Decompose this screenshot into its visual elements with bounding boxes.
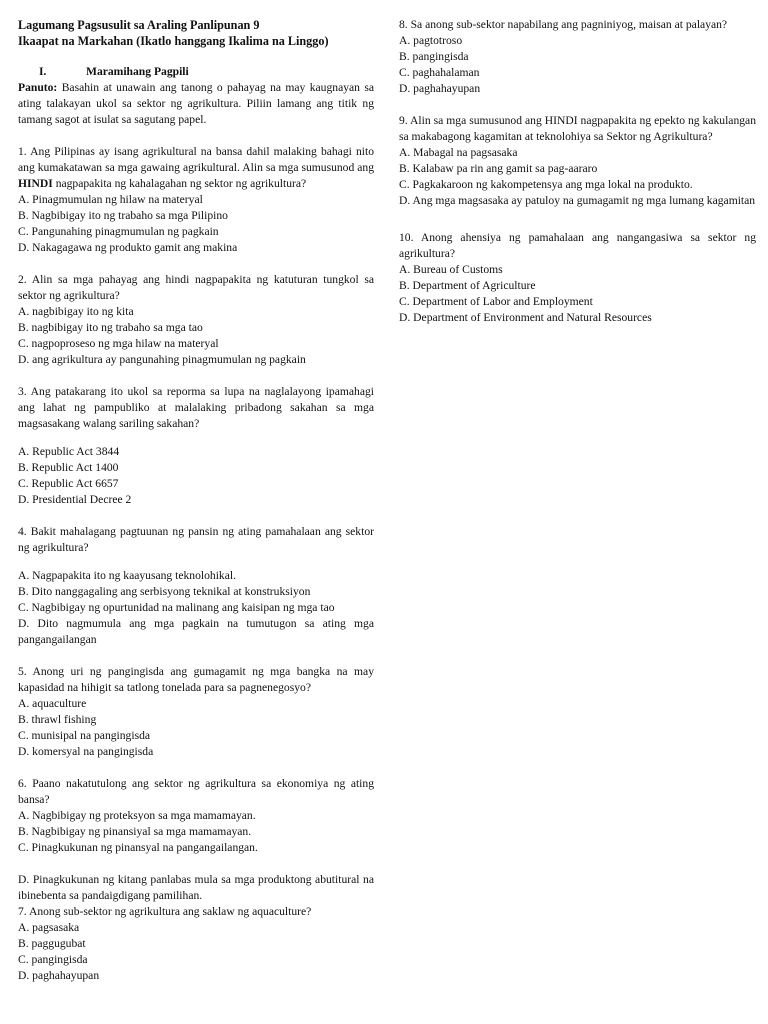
question-text: 2. Alin sa mga pahayag ang hindi nagpapakita ng katuturan tungkol sa sektor ng agrikultura? [18, 273, 374, 302]
section-number: I. [39, 65, 47, 78]
option-c: C. munisipal na pangingisda [18, 729, 151, 742]
option-a: A. Nagpapakita ito ng kaayusang teknolohikal. [18, 569, 236, 582]
question-5 [18, 664, 374, 760]
option-d: D. Department of Environment and Natural Resources [399, 311, 652, 324]
question-text: 9. Alin sa mga sumusunod ang HINDI nagpapakita ng epekto ng kakulangan sa makabagong kagamitan at teknolohiya sa Sektor ng Agrikultura? [399, 114, 756, 143]
option-b: B. thrawl fishing [18, 713, 97, 726]
instructions-label: Panuto: [18, 81, 58, 94]
option-a: A. pagtotroso [399, 34, 463, 47]
section-title: Maramihang Pagpili [86, 65, 189, 78]
instructions [18, 80, 374, 128]
question-text: 8. Sa anong sub-sektor napabilang ang pagniniyog, maisan at palayan? [399, 18, 728, 31]
option-d: D. paghahayupan [399, 82, 481, 95]
section-heading [18, 64, 374, 80]
option-c: C. Republic Act 6657 [18, 477, 119, 490]
question-text: 6. Paano nakatutulong ang sektor ng agrikultura sa ekonomiya ng ating bansa? [18, 777, 374, 806]
option-c: C. Pinagkukunan ng pinansyal na pangangailangan. [18, 841, 258, 854]
option-d: D. Pinagkukunan ng kitang panlabas mula sa mga produktong abutitural na ibinebenta sa pandaigdigang pamilihan. [18, 873, 374, 902]
option-c: C. Pangunahing pinagmumulan ng pagkain [18, 225, 219, 238]
question-4 [18, 524, 374, 648]
option-d: D. Ang mga magsasaka ay patuloy na gumagamit ng mga lumang kagamitan [399, 194, 756, 207]
question-text: 5. Anong uri ng pangingisda ang gumagamit ng mga bangka na may kapasidad na hihigit sa tatlong tonelada para sa pagnenegosyo? [18, 665, 374, 694]
option-b: B. paggugubat [18, 937, 86, 950]
option-c: C. pangingisda [18, 953, 88, 966]
option-c: C. Department of Labor and Employment [399, 295, 593, 308]
option-d: D. ang agrikultura ay pangunahing pinagmumulan ng pagkain [18, 353, 306, 366]
question-text-part: nagpapakita ng kahalagahan ng sektor ng agrikultura? [52, 177, 307, 190]
option-a: A. aquaculture [18, 697, 87, 710]
document-subtitle: Ikaapat na Markahan (Ikatlo hanggang Ikalima na Linggo) [18, 34, 329, 48]
option-a: A. nagbibigay ito ng kita [18, 305, 134, 318]
option-b: B. Dito nanggagaling ang serbisyong teknikal at konstruksiyon [18, 585, 311, 598]
right-column [399, 17, 756, 326]
option-a: A. Republic Act 3844 [18, 445, 120, 458]
document-title: Lagumang Pagsusulit sa Araling Panlipunan 9 [18, 18, 260, 32]
question-7 [18, 904, 374, 984]
option-b: B. Nagbibigay ng pinansiyal sa mga mamamayan. [18, 825, 252, 838]
instructions-text: Basahin at unawain ang tanong o pahayag na may kaugnayan sa ating talakayan ukol sa sektor ng agrikultura. Piliin lamang ang titik ng tamang sagot at isulat sa sagutang papel. [18, 81, 374, 126]
question-text-part: 1. Ang Pilipinas ay isang agrikultural na bansa dahil malaking bahagi nito ang kumakatawan sa mga gawaing agrikultural. Alin sa mga sumusunod ang [18, 145, 374, 174]
option-b: B. Kalabaw pa rin ang gamit sa pag-aararo [399, 162, 598, 175]
option-c: C. nagpoproseso ng mga hilaw na materyal [18, 337, 219, 350]
option-a: A. Bureau of Customs [399, 263, 503, 276]
question-8 [399, 17, 756, 97]
option-c: C. Nagbibigay ng opurtunidad na malinang ang kaisipan ng mga tao [18, 601, 335, 614]
question-text: 4. Bakit mahalagang pagtuunan ng pansin ng ating pamahalaan ang sektor ng agrikultura? [18, 525, 374, 554]
question-emphasis: HINDI [18, 177, 53, 190]
option-c: C. paghahalaman [399, 66, 480, 79]
option-a: A. Mabagal na pagsasaka [399, 146, 518, 159]
question-1 [18, 144, 374, 256]
option-d: D. Presidential Decree 2 [18, 493, 132, 506]
option-b: B. Nagbibigay ito ng trabaho sa mga Pilipino [18, 209, 228, 222]
left-column [18, 17, 374, 984]
question-3 [18, 384, 374, 508]
option-a: A. Nagbibigay ng proteksyon sa mga mamamayan. [18, 809, 256, 822]
question-text: 3. Ang patakarang ito ukol sa reporma sa lupa na naglalayong ipamahagi ang lahat ng pampubliko at malalaking pribadong sakahan sa mga magsasakang walang sariling sakahan? [18, 385, 374, 430]
option-b: B. Republic Act 1400 [18, 461, 119, 474]
option-d: D. Dito nagmumula ang mga pagkain na tumutugon sa ating mga pangangailangan [18, 617, 374, 646]
option-a: A. Pinagmumulan ng hilaw na materyal [18, 193, 203, 206]
option-b: B. Department of Agriculture [399, 279, 536, 292]
question-text: 7. Anong sub-sektor ng agrikultura ang saklaw ng aquaculture? [18, 905, 312, 918]
question-text [18, 144, 374, 192]
option-d: D. Nakagagawa ng produkto gamit ang makina [18, 241, 238, 254]
question-9 [399, 113, 756, 209]
option-d: D. paghahayupan [18, 969, 100, 982]
option-a: A. pagsasaka [18, 921, 80, 934]
option-b: B. nagbibigay ito ng trabaho sa mga tao [18, 321, 203, 334]
question-2 [18, 272, 374, 368]
question-10 [399, 230, 756, 326]
option-d: D. komersyal na pangingisda [18, 745, 154, 758]
option-c: C. Pagkakaroon ng kakompetensya ang mga lokal na produkto. [399, 178, 693, 191]
option-b: B. pangingisda [399, 50, 469, 63]
question-text: 10. Anong ahensiya ng pamahalaan ang nangangasiwa sa sektor ng agrikultura? [399, 231, 756, 260]
question-6 [18, 776, 374, 904]
